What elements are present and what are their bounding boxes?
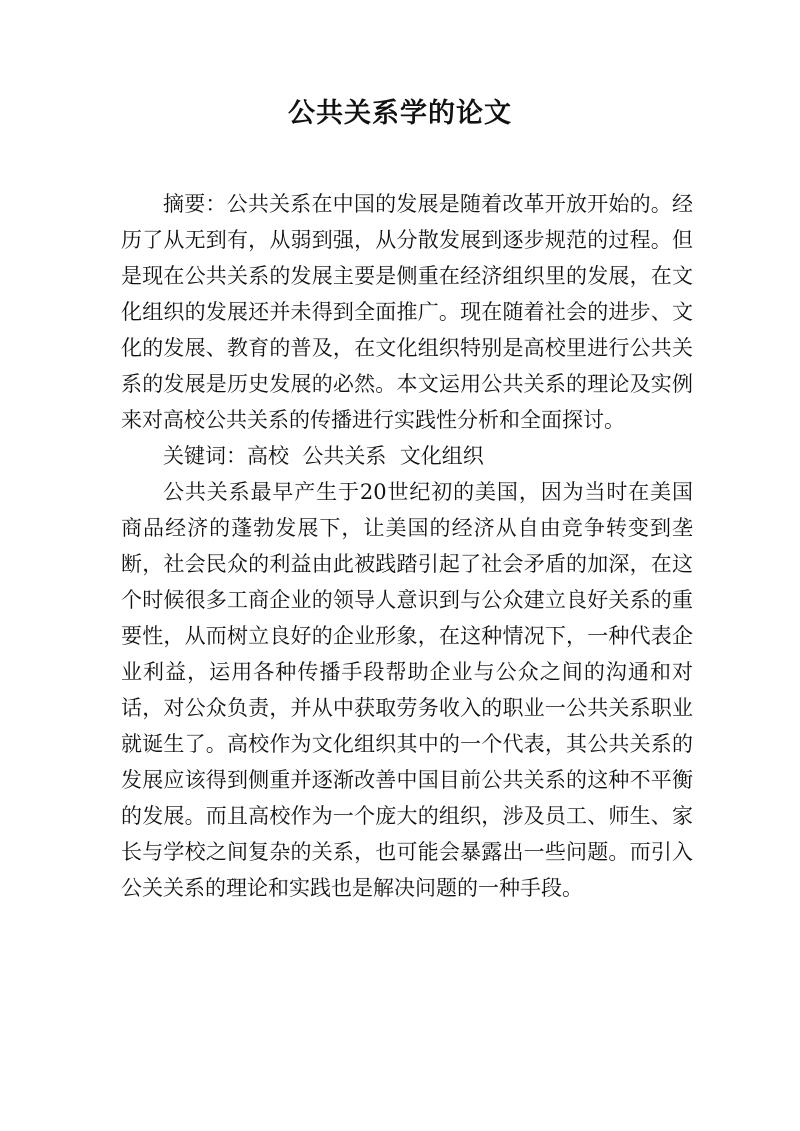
abstract-paragraph: 摘要：公共关系在中国的发展是随着改革开放开始的。经历了从无到有，从弱到强，从分散发展到逐步规范的过程。但是现在公共关系的发展主要是侧重在经济组织里的发展，在文化组织的发展还并未得到全面推广。现在随着社会的进步、文化的发展、教育的普及，在文化组织特别是高校里进行公共关系的发展是历史发展的必然。本文运用公共关系的理论及实例来对高校公共关系的传播进行实践性分析和全面探讨。 — [121, 192, 693, 432]
document-title: 公共关系学的论文 — [288, 98, 512, 129]
body-paragraph: 公共关系最早产生于20世纪初的美国，因为当时在美国商品经济的蓬勃发展下，让美国的经济从自由竞争转变到垄断，社会民众的利益由此被践踏引起了社会矛盾的加深，在这个时候很多工商企业的领导人意识到与公众建立良好关系的重要性，从而树立良好的企业形象，在这种情况下，一种代表企业利益，运用各种传播手段帮助企业与公众之间的沟通和对话，对公众负责，并从中获取劳务收入的职业一公共关系职业就诞生了。高校作为文化组织其中的一个代表，其公共关系的发展应该得到侧重并逐渐改善中国目前公共关系的这种不平衡的发展。而且高校作为一个庞大的组织，涉及员工、师生、家长与学校之间复杂的关系，也可能会暴露出一些问题。而引入公关关系的理论和实践也是解决问题的一种手段。 — [121, 480, 693, 900]
keywords-line: 关键词：高校 公共关系 文化组织 — [163, 444, 484, 468]
document-body — [121, 186, 693, 906]
